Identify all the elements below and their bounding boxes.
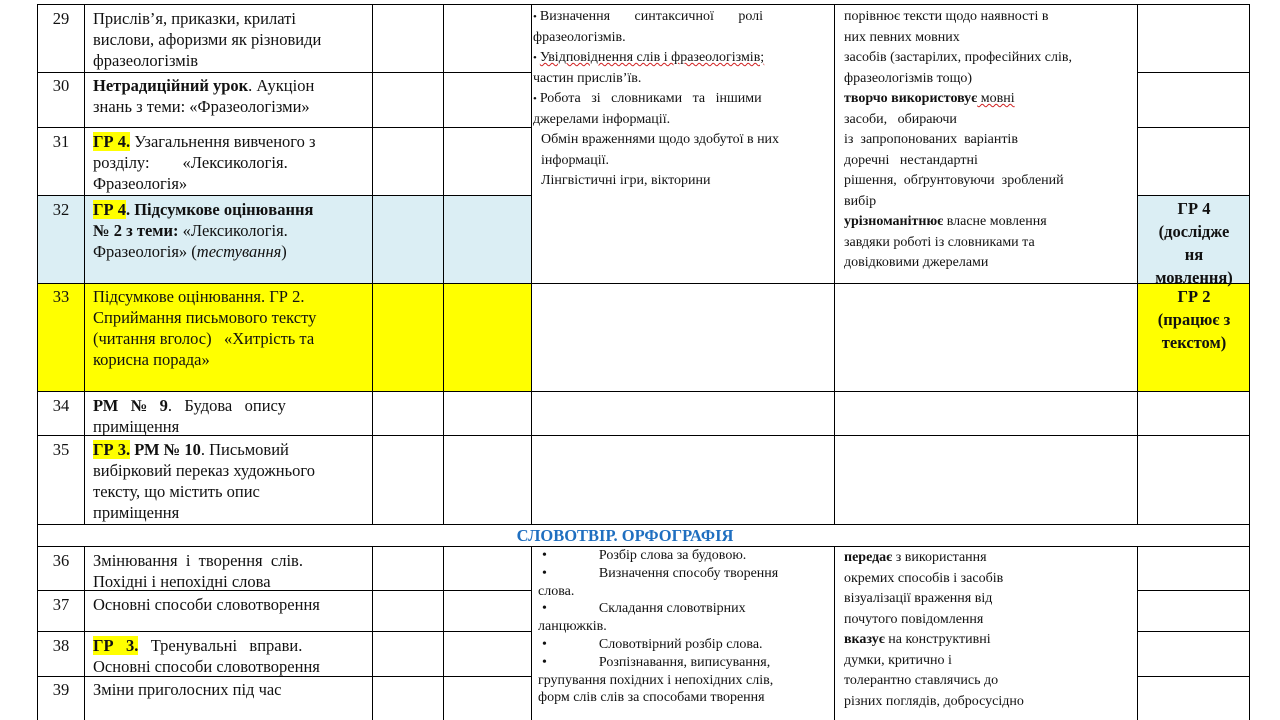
- grid-line: [443, 4, 444, 524]
- activities-list: • Визначення синтаксичної ролі фразеологізмів. • Увідповіднення слів і фразеологізмів; частин прислів’їв. • Робота зі словниками та іншими джерелами інформації. Обмін враженнями щодо здобутої в них інформації. Лінгвістичні ігри, вікторини: [533, 7, 829, 192]
- grid-line: [1249, 4, 1250, 720]
- topic-text: Нетрадиційний урок. Аукціон знань з теми: «Фразеологізми»: [93, 76, 315, 116]
- grid-line: [37, 283, 1250, 284]
- grid-line: [37, 391, 1250, 392]
- row-number: 29: [52, 9, 70, 28]
- grid-line: [834, 546, 835, 720]
- topic-text: ГР 4. Узагальнення вивченого з розділу: «Лексикологія. Фразеологія»: [93, 132, 316, 193]
- topic-text: Зміни приголосних під час: [93, 680, 282, 699]
- grid-line: [372, 546, 373, 720]
- grid-line: [1137, 195, 1250, 196]
- row-number: 31: [52, 132, 70, 151]
- grid-line: [531, 4, 532, 524]
- grid-line: [37, 631, 531, 632]
- topic-text: Підсумкове оцінювання. ГР 2. Сприймання письмового тексту (читання вголос) «Хитрість та корисна порада»: [93, 287, 317, 369]
- row-number: 39: [52, 680, 70, 699]
- grid-line: [834, 4, 835, 524]
- group-badge: ГР 4.: [93, 132, 131, 151]
- row-number: 37: [52, 595, 70, 614]
- outcomes-text: передає з використання окремих способів і засобів візуалізації враження від почутого повідомлення вказує на конструктивні думки, критично і толерантно ставлячись до різних поглядів, добросусідно: [844, 550, 1024, 709]
- row-number: 36: [52, 551, 70, 570]
- grid-line: [443, 546, 444, 720]
- gr4-label: ГР 4 (дослідже ня мовлення): [1155, 199, 1233, 287]
- grid-line: [531, 546, 532, 720]
- group-badge: ГР 3.: [93, 636, 139, 655]
- outcomes-text: порівнює тексти щодо наявності в них певних мовних засобів (застарілих, професійних слів, фразеологізмів тощо) творчо використовує мовні засоби, обираючи із запропонованих варіантів доречні нестандартні рішення, обґрунтовуючи зроблений вибір урізноманітнює власне мовлення завдяки роботі із словниками та довідковими джерелами: [844, 9, 1072, 270]
- topic-text: ГР 4. Підсумкове оцінювання № 2 з теми: «Лексикологія. Фразеологія» (тестування): [93, 200, 314, 261]
- row-number: 33: [52, 287, 70, 306]
- row-number: 32: [52, 200, 70, 219]
- grid-line: [37, 195, 531, 196]
- topic-text: Змінювання і творення слів. Похідні і непохідні слова: [93, 551, 303, 591]
- group-badge: ГР 4: [93, 200, 126, 219]
- grid-line: [37, 524, 1250, 525]
- row-number: 35: [52, 440, 70, 459]
- group-badge: ГР 3.: [93, 440, 131, 459]
- topic-text: ГР 3. Тренувальні вправи. Основні способи словотворення: [93, 636, 320, 676]
- topic-text: Прислів’я, приказки, крилаті вислови, афоризми як різновиди фразеологізмів: [93, 9, 322, 70]
- grid-line: [37, 72, 531, 73]
- grid-line: [1137, 631, 1250, 632]
- gr2-label: ГР 2 (працює з текстом): [1157, 287, 1231, 352]
- grid-line: [372, 4, 373, 524]
- grid-line: [1137, 127, 1250, 128]
- activities-list: • Розбір слова за будовою. • Визначення способу творення слова. • Складання словотвірних ланцюжків. • Словотвірний розбір слова. • Розпізнавання, виписування, групування похідних і непохідних слів, форм слів слів за способами творення: [538, 547, 830, 707]
- grid-line: [37, 127, 531, 128]
- row-number: 30: [52, 76, 70, 95]
- grid-line: [1137, 590, 1250, 591]
- section-title: СЛОВОТВІР. ОРФОГРАФІЯ: [516, 526, 734, 545]
- topic-text: РМ № 9. Будова опису приміщення: [93, 396, 286, 436]
- grid-line: [1137, 4, 1138, 524]
- grid-line: [84, 4, 85, 524]
- grid-line: [1137, 72, 1250, 73]
- topic-text: ГР 3. РМ № 10. Письмовий вибірковий переказ художнього тексту, що містить опис приміщення: [93, 440, 315, 522]
- grid-line: [84, 546, 85, 720]
- topic-text: Основні способи словотворення: [93, 595, 320, 614]
- grid-line: [1137, 676, 1250, 677]
- grid-line: [37, 4, 1250, 5]
- row-number: 38: [52, 636, 70, 655]
- grid-line: [1137, 546, 1138, 720]
- row-number: 34: [52, 396, 70, 415]
